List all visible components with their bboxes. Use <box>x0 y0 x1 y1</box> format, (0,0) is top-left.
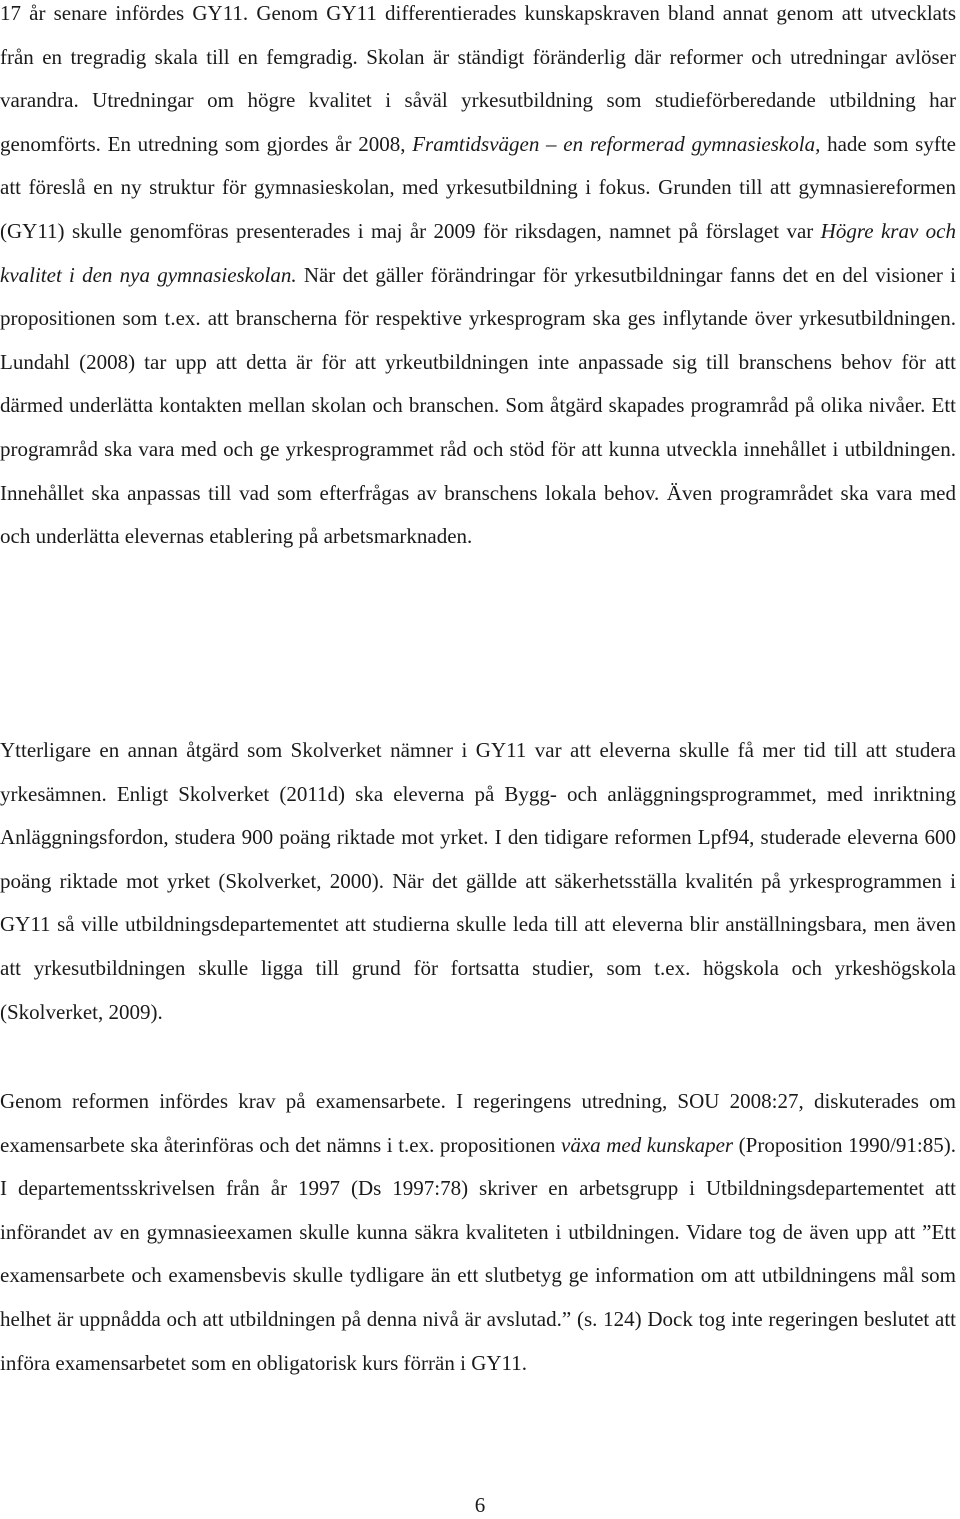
paragraph-gy11-reform <box>0 0 956 559</box>
paragraph-text: hade som syfte att föreslå en ny struktur för gymnasieskolan, med yrkesutbildning i fokus. Grunden till att gymnasiereformen (GY11) skulle genomföras presenterades i maj år 2009 för riksdagen, namnet på förslaget var <box>0 131 956 243</box>
page-number <box>0 1492 960 1518</box>
report-title: Framtidsvägen – en reformerad gymnasieskola, <box>412 131 821 156</box>
paragraph-yrkesamnen <box>0 729 956 1034</box>
page-number-text: 6 <box>474 1493 486 1517</box>
paragraph-examensarbete <box>0 1080 956 1385</box>
paragraph-text: När det gäller förändringar för yrkesutbildningar fanns det en del visioner i propositionen som t.ex. att branscherna för respektive yrkesprogram ska ges inflytande över yrkesutbildningen. Lundahl (2008) tar upp att detta är för att yrkeutbildningen inte anpassade sig till branschens behov för att därmed underlätta kontakten mellan skolan och branschen. Som åtgärd skapades programråd på olika nivåer. Ett programråd ska vara med och ge yrkesprogrammet råd och stöd för att kunna utveckla innehållet i utbildningen. Innehållet ska anpassas till vad som efterfrågas av branschens lokala behov. Även programrådet ska vara med och underlätta elevernas etablering på arbetsmarknaden. <box>0 262 956 549</box>
paragraph-text: 17 år senare infördes GY11. Genom GY11 differentierades kunskapskraven bland annat genom att utvecklats från en tregradig skala till en femgradig. Skolan är ständigt föränderlig där reformer och utredningar avlöser varandra. Utredningar om högre kvalitet i såväl yrkesutbildning som studieförberedande utbildning har genomförts. En utredning som gjordes år 2008, <box>0 1 956 156</box>
proposition-title: växa med kunskaper <box>561 1132 734 1157</box>
paragraph-text: Ytterligare en annan åtgärd som Skolverket nämner i GY11 var att eleverna skulle få mer tid till att studera yrkesämnen. Enligt Skolverket (2011d) ska eleverna på Bygg- och anläggningsprogrammet, med inriktning Anläggningsfordon, studera 900 poäng riktade mot yrket. I den tidigare reformen Lpf94, studerade eleverna 600 poäng riktade mot yrket (Skolverket, 2000). När det gällde att säkerhetsställa kvalitén på yrkesprogrammen i GY11 så ville utbildningsdepartementet att studierna skulle leda till att eleverna blir anställningsbara, men även att yrkesutbildningen skulle ligga till grund för fortsatta studier, som t.ex. högskola och yrkeshögskola (Skolverket, 2009). <box>0 738 956 1024</box>
proposition-title: Högre krav och kvalitet i den nya gymnasieskolan. <box>0 218 956 287</box>
paragraph-text: Genom reformen infördes krav på examensarbete. I regeringens utredning, SOU 2008:27, diskuterades om examensarbete ska återinföras och det nämns i t.ex. propositionen <box>0 1089 956 1157</box>
paragraph-text: (Proposition 1990/91:85). I departementsskrivelsen från år 1997 (Ds 1997:78) skriver en arbetsgrupp i Utbildningsdepartementet att införandet av en gymnasieexamen skulle kunna säkra kvaliteten i utbildningen. Vidare tog de även upp att ”Ett examensarbete och examensbevis skulle tydligare än ett slutbetyg ge information om att utbildningens mål som helhet är uppnådda och att utbildningen på denna nivå är avslutad.” (s. 124) Dock tog inte regeringen beslutet att införa examensarbetet som en obligatorisk kurs förrän i GY11. <box>0 1132 956 1375</box>
